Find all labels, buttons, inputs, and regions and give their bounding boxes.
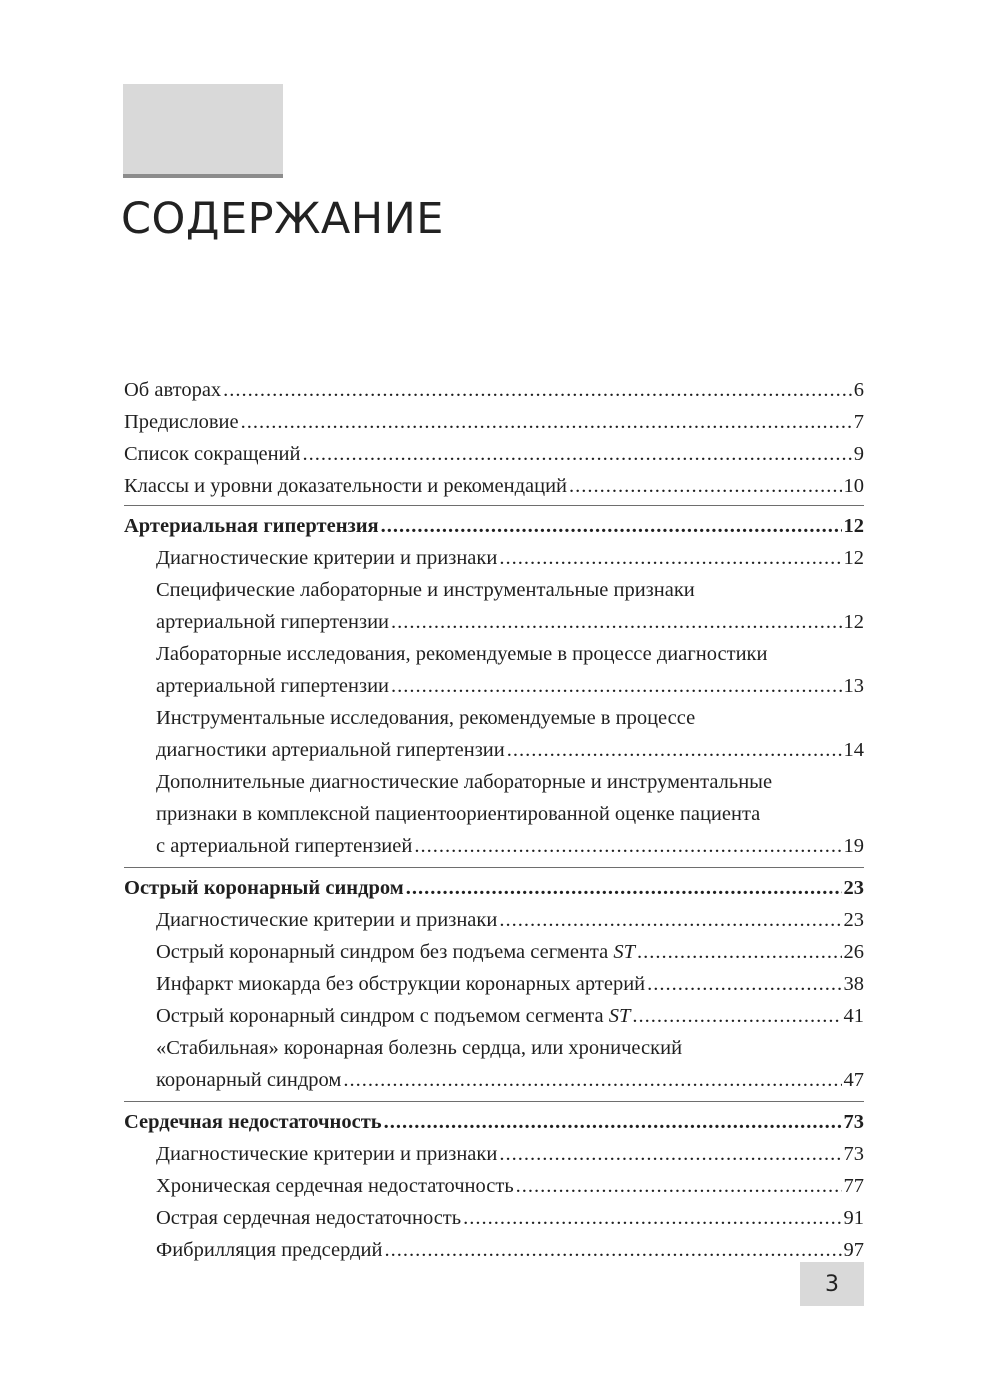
toc-entry[interactable]: Список сокращений ..... 9 [124,438,864,470]
toc-page-number: 12 [843,611,864,633]
toc-entry[interactable]: Классы и уровни доказательности и рекомендаций ..... 10 [124,470,864,502]
toc-entry[interactable]: «Стабильная» коронарная болезнь сердца, или хронический коронарный синдром ..... 47 [124,1032,864,1096]
toc-entry[interactable]: Острый коронарный синдром с подъемом сегмента ST ..... 41 [124,1000,864,1032]
toc-entry[interactable]: Диагностические критерии и признаки ..... 23 [124,904,864,936]
toc-page-number: 9 [853,443,864,465]
toc-section-heading[interactable]: Острый коронарный синдром ..... 23 [124,872,864,904]
toc-page-number: 6 [853,379,864,401]
toc-group-intro [124,374,864,506]
page-number: 3 [800,1262,864,1306]
toc-page-number: 41 [843,1005,864,1027]
toc-page-number: 38 [843,973,864,995]
toc-section-heading[interactable]: Артериальная гипертензия ..... 12 [124,510,864,542]
toc-entry[interactable]: Хроническая сердечная недостаточность ..... 77 [124,1170,864,1202]
toc-entry[interactable]: Диагностические критерии и признаки ..... 12 [124,542,864,574]
toc-page-number: 19 [843,835,864,857]
toc-page-number: 73 [843,1143,864,1165]
toc-section-heading[interactable]: Сердечная недостаточность ..... 73 [124,1106,864,1138]
toc-entry[interactable]: Лабораторные исследования, рекомендуемые в процессе диагностики артериальной гипертензии ..... 13 [124,638,864,702]
table-of-contents [124,374,864,1275]
toc-entry[interactable]: Диагностические критерии и признаки ..... 73 [124,1138,864,1170]
toc-group-acs [124,872,864,1102]
toc-page-number: 12 [843,547,864,569]
toc-page-number: 7 [853,411,864,433]
toc-entry[interactable]: Предисловие ..... 7 [124,406,864,438]
toc-entry[interactable]: Специфические лабораторные и инструментальные признаки артериальной гипертензии ..... 12 [124,574,864,638]
toc-page-number: 13 [843,675,864,697]
toc-page-number: 73 [843,1111,864,1133]
toc-page-number: 23 [843,877,864,899]
toc-page-number: 91 [843,1207,864,1229]
toc-page-number: 47 [843,1069,864,1091]
toc-page-number: 77 [843,1175,864,1197]
toc-page-number: 10 [843,475,864,497]
toc-entry[interactable]: Инструментальные исследования, рекомендуемые в процессе диагностики артериальной гипертензии ..... 14 [124,702,864,766]
toc-group-hypertension [124,510,864,868]
header-decoration-block [123,84,283,174]
page-title: СОДЕРЖАНИЕ [121,194,444,244]
header-decoration-rule [123,174,283,178]
toc-entry[interactable]: Дополнительные диагностические лабораторные и инструментальные признаки в комплексной пациентоориентированной оценке пациента с артериальной гипертензией ..... 19 [124,766,864,862]
toc-page-number: 26 [843,941,864,963]
toc-page-number: 97 [843,1239,864,1261]
toc-entry[interactable]: Острый коронарный синдром без подъема сегмента ST ..... 26 [124,936,864,968]
toc-page-number: 12 [843,515,864,537]
toc-group-heart-failure [124,1106,864,1271]
toc-entry[interactable]: Острая сердечная недостаточность ..... 91 [124,1202,864,1234]
toc-entry[interactable]: Инфаркт миокарда без обструкции коронарных артерий ..... 38 [124,968,864,1000]
toc-entry[interactable]: Об авторах ..... 6 [124,374,864,406]
toc-entry[interactable]: Фибрилляция предсердий ..... 97 [124,1234,864,1266]
toc-page-number: 14 [843,739,864,761]
toc-page-number: 23 [843,909,864,931]
